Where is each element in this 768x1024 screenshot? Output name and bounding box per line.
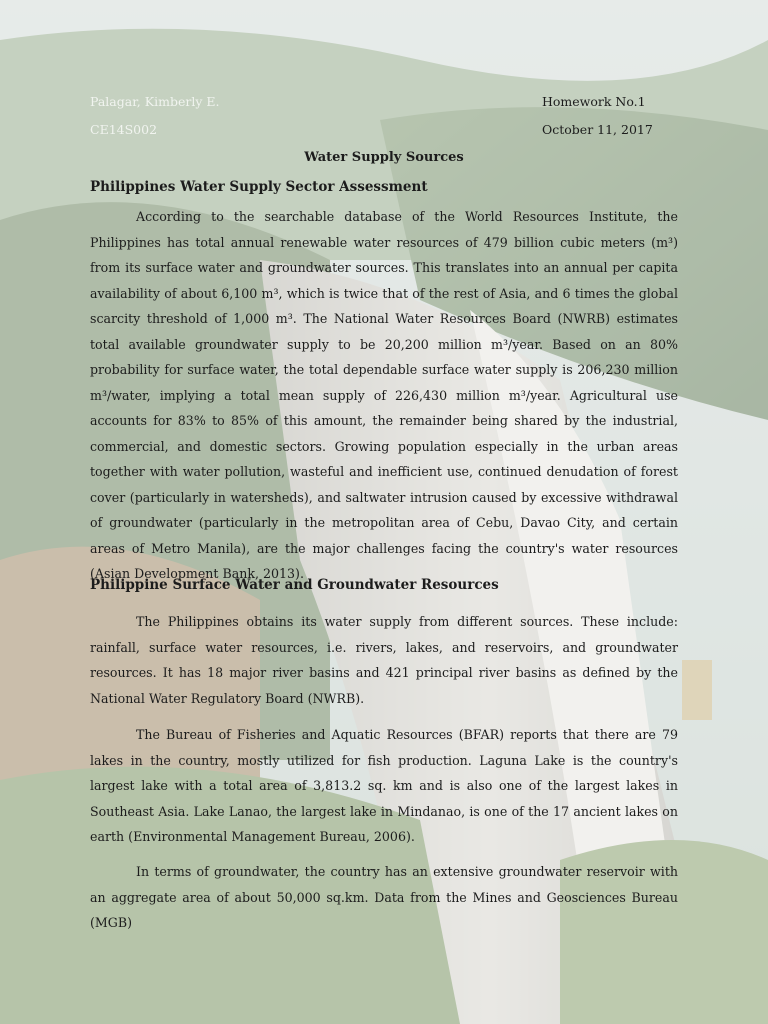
paragraph-4: In terms of groundwater, the country has an extensive groundwater reservoir with an aggregate area of about 50,000 sq.km. Data from the Mines and Geosciences Bureau (MGB) xyxy=(90,864,678,930)
paragraph-2: The Philippines obtains its water supply from different sources. These include: rainfall, surface water resources, i.e. rivers, lakes, and reservoirs, and groundwater resources. It has 18 major river basins and 421 principal river basins as defined by the National Water Regulatory Board (NWRB). xyxy=(90,614,678,706)
section-heading-1: Philippines Water Supply Sector Assessment xyxy=(90,179,428,195)
section-heading-2: Philippine Surface Water and Groundwater Resources xyxy=(90,577,499,593)
homework-number: Homework No.1 xyxy=(542,94,646,109)
document-date: October 11, 2017 xyxy=(542,122,653,137)
document-title: Water Supply Sources xyxy=(304,150,464,165)
paragraph-1: According to the searchable database of the World Resources Institute, the Philippines has total annual renewable water resources of 479 billion cubic meters (m³) from its surface water and groundwater sources. This translates into an annual per capita availability of about 6,100 m³, which is twice that of the rest of Asia, and 6 times the global scarcity threshold of 1,000 m³. The National Water Resources Board (NWRB) estimates total available groundwater supply to be 20,200 million m³/year. Based on an 80% probability for surface water, the total dependable surface water supply is 206,230 million m³/water, implying a total mean supply of 226,430 million m³/year. Agricultural use accounts for 83% to 85% of this amount, the remainder being shared by the industrial, commercial, and domestic sectors. Growing population especially in the urban areas together with water pollution, wasteful and inefficient use, continued denudation of forest cover (particularly in watersheds), and saltwater intrusion caused by excessive withdrawal of groundwater (particularly in the metropolitan area of Cebu, Davao City, and certain areas of Metro Manila), are the major challenges facing the country's water resources (Asian Development Bank, 2013). xyxy=(90,209,678,581)
student-id: CE14S002 xyxy=(90,122,158,137)
author-name: Palagar, Kimberly E. xyxy=(90,94,220,109)
paragraph-3: The Bureau of Fisheries and Aquatic Resources (BFAR) reports that there are 79 lakes in the country, mostly utilized for fish production. Laguna Lake is the country's largest lake with a total area of 3,813.2 sq. km and is also one of the largest lakes in Southeast Asia. Lake Lanao, the largest lake in Mindanao, is one of the 17 ancient lakes on earth (Environmental Management Bureau, 2006). xyxy=(90,727,678,844)
